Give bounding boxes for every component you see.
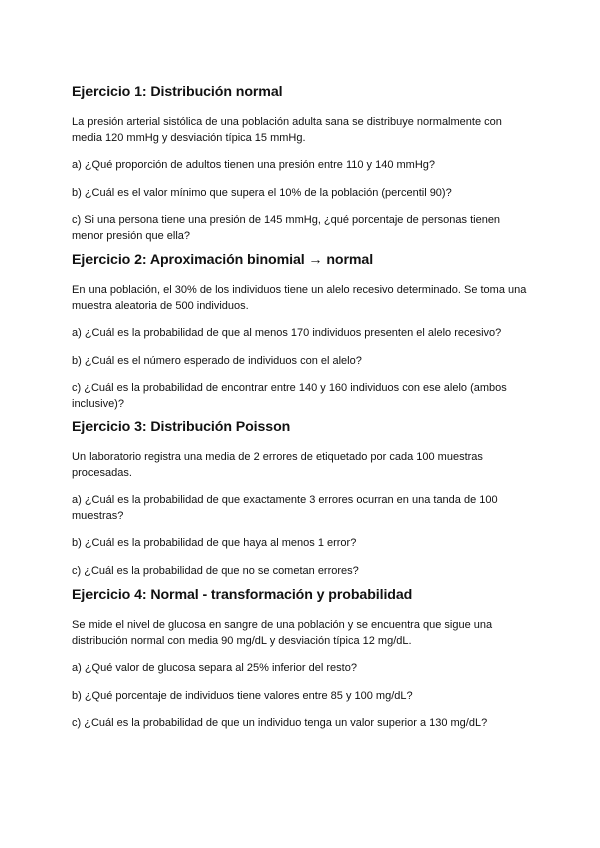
exercise-1-question-c: c) Si una persona tiene una presión de 145 mmHg, ¿qué porcentaje de personas tienen menor presión que ella? xyxy=(72,214,501,242)
exercise-1-intro: La presión arterial sistólica de una población adulta sana se distribuye normalmente con media 120 mmHg y desviación típica 15 mmHg. xyxy=(72,116,502,144)
exercise-4-intro: Se mide el nivel de glucosa en sangre de una población y se encuentra que sigue una distribución normal con media 90 mg/dL y desviación típica 12 mg/dL. xyxy=(72,619,493,647)
exercise-3 xyxy=(72,418,528,591)
exercise-1 xyxy=(72,83,528,256)
exercise-2-question-a: a) ¿Cuál es la probabilidad de que al menos 170 individuos presenten el alelo recesivo? xyxy=(72,327,502,339)
exercise-1-question-a: a) ¿Qué proporción de adultos tienen una presión entre 110 y 140 mmHg? xyxy=(72,159,436,171)
exercise-3-question-a: a) ¿Cuál es la probabilidad de que exactamente 3 errores ocurran en una tanda de 100 muestras? xyxy=(72,494,498,522)
exercise-3-question-c: c) ¿Cuál es la probabilidad de que no se cometan errores? xyxy=(72,564,359,577)
exercise-3-question-b: b) ¿Cuál es la probabilidad de que haya al menos 1 error? xyxy=(72,537,357,549)
exercise-4-question-c: c) ¿Cuál es la probabilidad de que un individuo tenga un valor superior a 130 mg/dL? xyxy=(72,717,488,729)
exercise-2-question-b: b) ¿Cuál es el número esperado de individuos con el alelo? xyxy=(72,354,362,367)
exercise-1-title: Ejercicio 1: Distribución normal xyxy=(72,84,283,100)
exercise-4 xyxy=(72,586,528,744)
exercise-4-title: Ejercicio 4: Normal - transformación y probabilidad xyxy=(72,587,413,603)
exercise-4-question-b: b) ¿Qué porcentaje de individuos tiene valores entre 85 y 100 mg/dL? xyxy=(72,689,413,702)
exercise-3-intro: Un laboratorio registra una media de 2 errores de etiquetado por cada 100 muestras procesadas. xyxy=(72,451,483,479)
exercise-2 xyxy=(72,251,528,424)
exercise-2-question-c: c) ¿Cuál es la probabilidad de encontrar entre 140 y 160 individuos con ese alelo (ambos inclusive)? xyxy=(72,382,507,410)
exercise-2-title: Ejercicio 2: Aproximación binomial → normal xyxy=(72,252,374,268)
exercise-3-title: Ejercicio 3: Distribución Poisson xyxy=(72,419,291,435)
exercise-4-question-a: a) ¿Qué valor de glucosa separa al 25% inferior del resto? xyxy=(72,662,357,674)
exercise-1-question-b: b) ¿Cuál es el valor mínimo que supera el 10% de la población (percentil 90)? xyxy=(72,186,452,199)
exercise-2-intro: En una población, el 30% de los individuos tiene un alelo recesivo determinado. Se toma una muestra aleatoria de 500 individuos. xyxy=(72,284,527,312)
